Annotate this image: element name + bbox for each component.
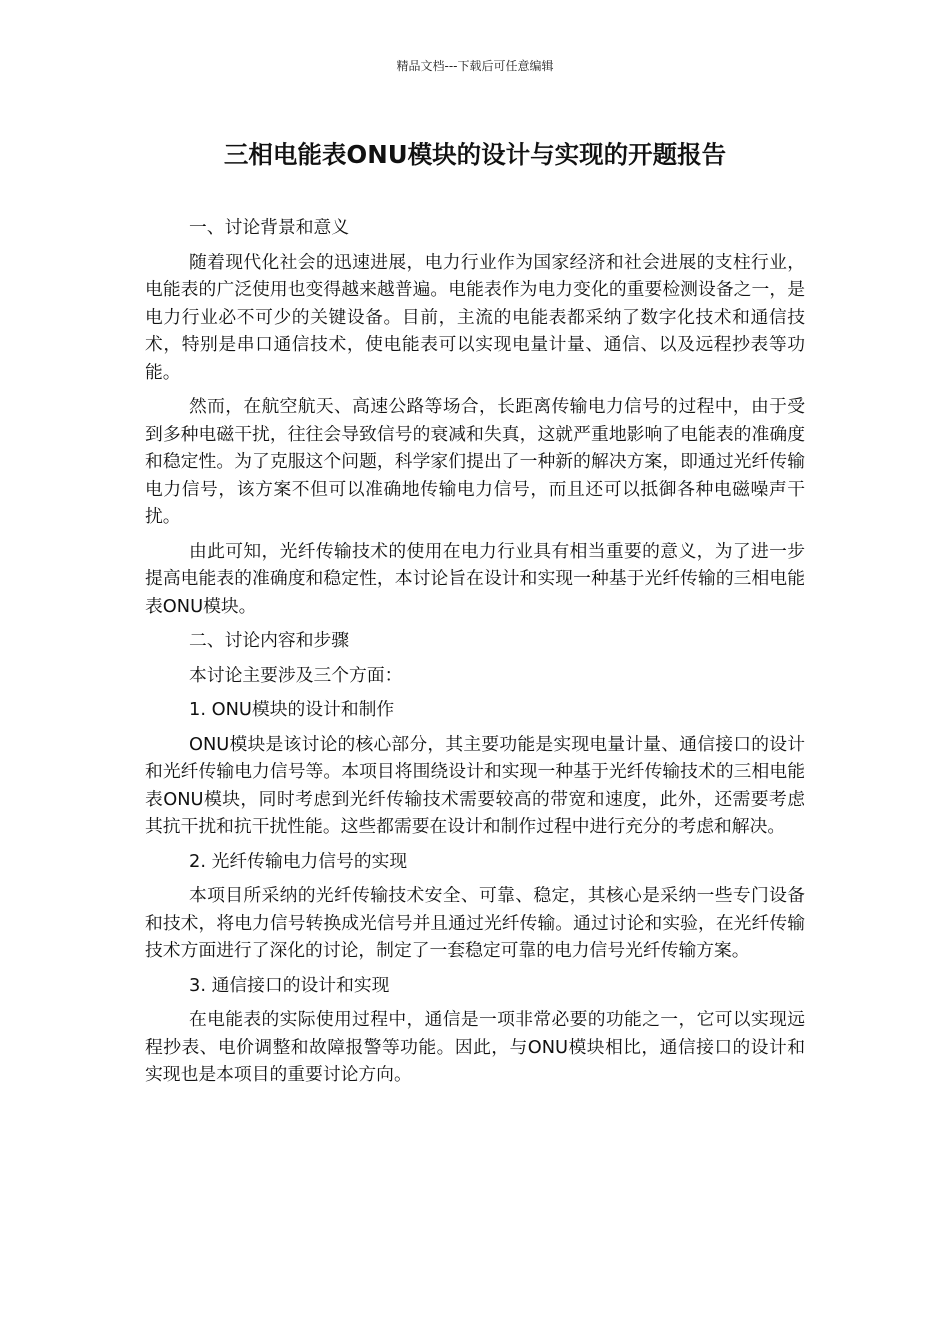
subheading-onu-module: 1. ONU模块的设计和制作 xyxy=(189,699,395,720)
paragraph-fiber-transmission: 本项目所采纳的光纤传输技术安全、可靠、稳定，其核心是采纳一些专门设备和技术，将电力信号转换成光信号并且通过光纤传输。通过讨论和实验，在光纤传输技术方面进行了深化的讨论，制定了一套稳定可靠的电力信号光纤传输方案。 xyxy=(145,885,805,961)
subheading-fiber-transmission: 2. 光纤传输电力信号的实现 xyxy=(189,850,408,872)
page-header-watermark: 精品文档---下载后可任意编辑 xyxy=(396,59,554,73)
paragraph-background-2: 然而，在航空航天、高速公路等场合，长距离传输电力信号的过程中，由于受到多种电磁干扰，往往会导致信号的衰减和失真，这就严重地影响了电能表的准确度和稳定性。为了克服这个问题，科学家们提出了一种新的解决方案，即通过光纤传输电力信号，该方案不但可以准确地传输电力信号，而且还可以抵御各种电磁噪声干扰。 xyxy=(145,396,805,527)
paragraph-communication-interface: 在电能表的实际使用过程中，通信是一项非常必要的功能之一，它可以实现远程抄表、电价调整和故障报警等功能。因此，与ONU模块相比，通信接口的设计和实现也是本项目的重要讨论方向。 xyxy=(145,1009,805,1085)
paragraph-background-1: 随着现代化社会的迅速进展，电力行业作为国家经济和社会进展的支柱行业，电能表的广泛使用也变得越来越普遍。电能表作为电力变化的重要检测设备之一，是电力行业必不可少的关键设备。目前，主流的电能表都采纳了数字化技术和通信技术，特别是串口通信技术，使电能表可以实现电量计量、通信、以及远程抄表等功能。 xyxy=(145,251,805,383)
document-title: 三相电能表ONU模块的设计与实现的开题报告 xyxy=(223,140,727,169)
intro-line-three-aspects: 本讨论主要涉及三个方面： xyxy=(189,664,403,686)
section-heading-background: 一、讨论背景和意义 xyxy=(189,217,350,238)
paragraph-onu-module: ONU模块是该讨论的核心部分，其主要功能是实现电量计量、通信接口的设计和光纤传输电力信号等。本项目将围绕设计和实现一种基于光纤传输技术的三相电能表ONU模块，同时考虑到光纤传输技术需要较高的带宽和速度，此外，还需要考虑其抗干扰和抗干扰性能。这些都需要在设计和制作过程中进行充分的考虑和解决。 xyxy=(145,733,805,837)
paragraph-background-3: 由此可知，光纤传输技术的使用在电力行业具有相当重要的意义，为了进一步提高电能表的准确度和稳定性，本讨论旨在设计和实现一种基于光纤传输的三相电能表ONU模块。 xyxy=(145,540,805,617)
section-heading-content-steps: 二、讨论内容和步骤 xyxy=(189,630,350,651)
subheading-communication-interface: 3. 通信接口的设计和实现 xyxy=(189,974,390,996)
document-body xyxy=(145,214,805,1096)
